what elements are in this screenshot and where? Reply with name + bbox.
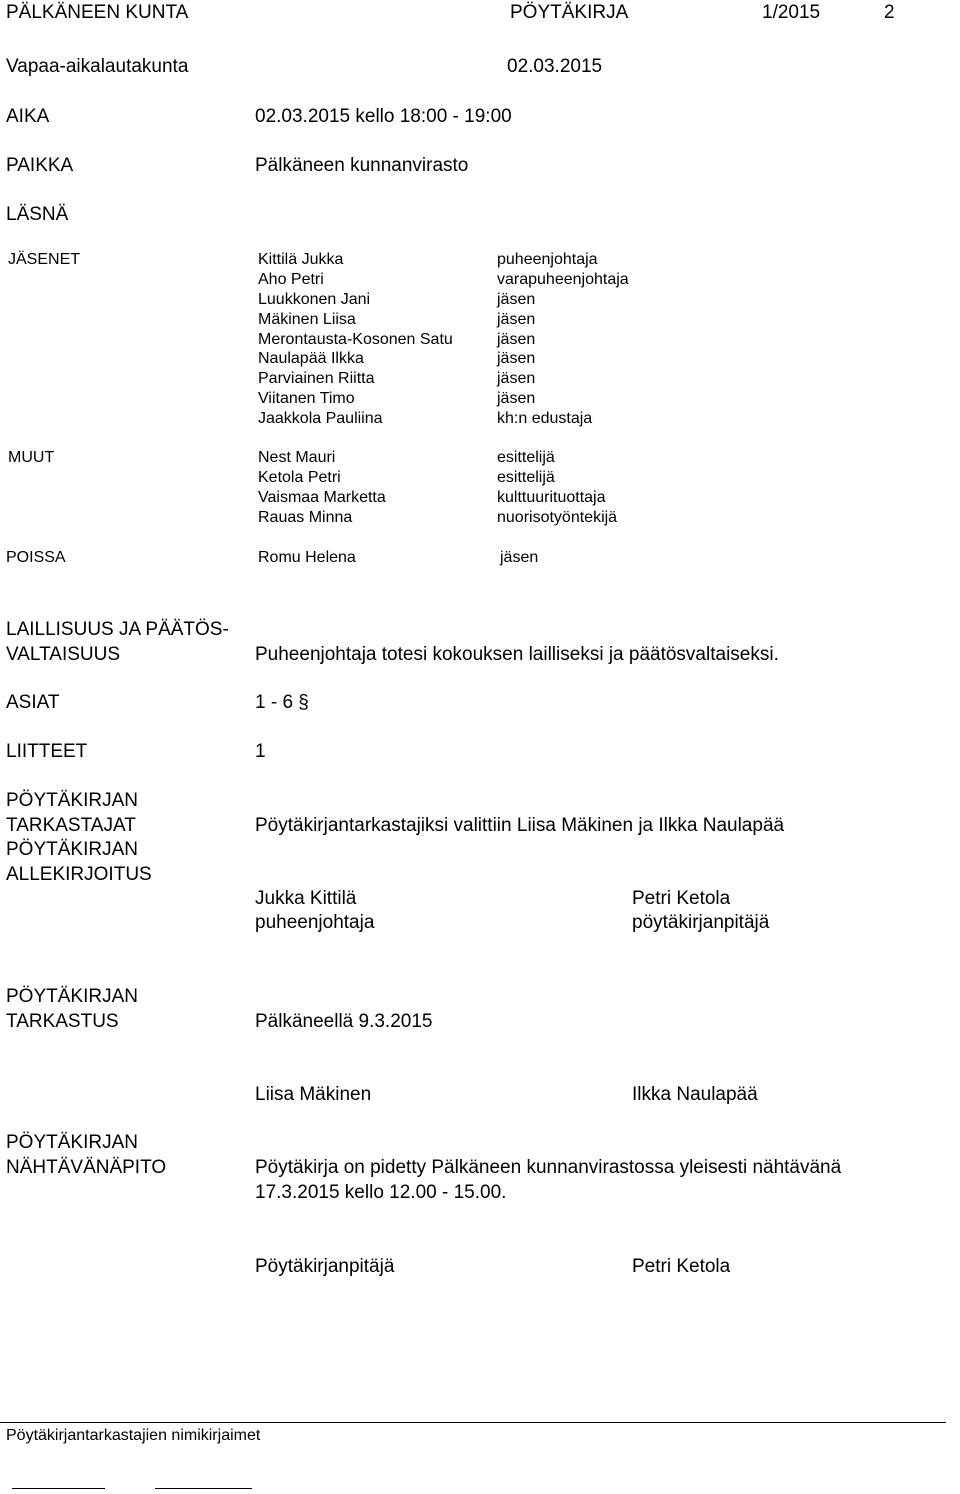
nahtavanapito-label-line1: PÖYTÄKIRJAN — [6, 1132, 138, 1153]
other-name: Ketola Petri — [258, 469, 341, 486]
initials-line-1 — [12, 1488, 105, 1489]
liitteet-label: LIITTEET — [6, 741, 88, 762]
member-name: Luukkonen Jani — [258, 291, 371, 308]
member-role: jäsen — [497, 311, 536, 328]
laillisuus-label-line1: LAILLISUUS JA PÄÄTÖS- — [6, 619, 229, 640]
tarkastus-value: Pälkäneellä 9.3.2015 — [255, 1011, 433, 1032]
member-name: Viitanen Timo — [258, 390, 355, 407]
paikka-label: PAIKKA — [6, 155, 74, 176]
member-name: Mäkinen Liisa — [258, 311, 356, 328]
signer2-name: Petri Ketola — [632, 888, 731, 909]
laillisuus-label-line2: VALTAISUUS — [6, 644, 121, 665]
inspector1-name: Liisa Mäkinen — [255, 1084, 372, 1105]
nahtavanapito-label-line2: NÄHTÄVÄNÄPITO — [6, 1157, 167, 1178]
jasenet-label: JÄSENET — [8, 251, 81, 268]
lasna-label: LÄSNÄ — [6, 204, 69, 225]
asiat-value: 1 - 6 § — [255, 692, 309, 713]
member-role: jäsen — [497, 331, 536, 348]
aika-value: 02.03.2015 kello 18:00 - 19:00 — [255, 106, 512, 127]
signer2-title: pöytäkirjanpitäjä — [632, 912, 770, 933]
member-name: Aho Petri — [258, 271, 324, 288]
member-role: kh:n edustaja — [497, 410, 593, 427]
member-role: jäsen — [497, 390, 536, 407]
member-name: Merontausta-Kosonen Satu — [258, 331, 453, 348]
allekirjoitus-label-line2: ALLEKIRJOITUS — [6, 864, 152, 885]
other-name: Vaismaa Marketta — [258, 489, 386, 506]
other-role: esittelijä — [497, 469, 555, 486]
member-role: jäsen — [497, 370, 536, 387]
member-name: Jaakkola Pauliina — [258, 410, 383, 427]
member-role: jäsen — [497, 291, 536, 308]
liitteet-value: 1 — [255, 741, 266, 762]
keeper-name: Petri Ketola — [632, 1256, 731, 1277]
keeper-title: Pöytäkirjanpitäjä — [255, 1256, 395, 1277]
signer1-title: puheenjohtaja — [255, 912, 375, 933]
muut-label: MUUT — [8, 449, 55, 466]
paikka-value: Pälkäneen kunnanvirasto — [255, 155, 469, 176]
other-role: nuorisotyöntekijä — [497, 509, 618, 526]
tarkastus-label-line2: TARKASTUS — [6, 1011, 119, 1032]
board-name: Vapaa-aikalautakunta — [6, 56, 189, 77]
member-role: puheenjohtaja — [497, 251, 598, 268]
member-role: varapuheenjohtaja — [497, 271, 629, 288]
tarkastajat-label-line2: TARKASTAJAT — [6, 815, 136, 836]
signer1-name: Jukka Kittilä — [255, 888, 357, 909]
initials-line-2 — [155, 1488, 252, 1489]
initials-label: Pöytäkirjantarkastajien nimikirjaimet — [6, 1427, 261, 1444]
laillisuus-value: Puheenjohtaja totesi kokouksen lailliseksi ja päätösvaltaiseksi. — [255, 644, 779, 665]
page-number: 2 — [884, 2, 895, 23]
other-name: Rauas Minna — [258, 509, 353, 526]
allekirjoitus-label-line1: PÖYTÄKIRJAN — [6, 839, 138, 860]
aika-label: AIKA — [6, 106, 50, 127]
tarkastajat-label-line1: PÖYTÄKIRJAN — [6, 790, 138, 811]
poissa-label: POISSA — [6, 549, 66, 566]
other-role: kulttuurituottaja — [497, 489, 606, 506]
tarkastajat-value: Pöytäkirjantarkastajiksi valittiin Liisa Mäkinen ja Ilkka Naulapää — [255, 815, 785, 836]
asiat-label: ASIAT — [6, 692, 60, 713]
inspector2-name: Ilkka Naulapää — [632, 1084, 758, 1105]
municipality-name: PÄLKÄNEEN KUNTA — [6, 2, 189, 23]
document-type: PÖYTÄKIRJA — [510, 2, 629, 23]
member-role: jäsen — [497, 350, 536, 367]
footer-rule — [0, 1422, 946, 1423]
document-number: 1/2015 — [762, 2, 821, 23]
member-name: Kittilä Jukka — [258, 251, 344, 268]
nahtavanapito-value-line1: Pöytäkirja on pidetty Pälkäneen kunnanvirastossa yleisesti nähtävänä — [255, 1157, 842, 1178]
absent-name: Romu Helena — [258, 549, 356, 566]
absent-role: jäsen — [500, 549, 539, 566]
tarkastus-label-line1: PÖYTÄKIRJAN — [6, 986, 138, 1007]
other-name: Nest Mauri — [258, 449, 336, 466]
nahtavanapito-value-line2: 17.3.2015 kello 12.00 - 15.00. — [255, 1182, 507, 1203]
member-name: Parviainen Riitta — [258, 370, 375, 387]
other-role: esittelijä — [497, 449, 555, 466]
member-name: Naulapää Ilkka — [258, 350, 364, 367]
meeting-date: 02.03.2015 — [507, 56, 603, 77]
